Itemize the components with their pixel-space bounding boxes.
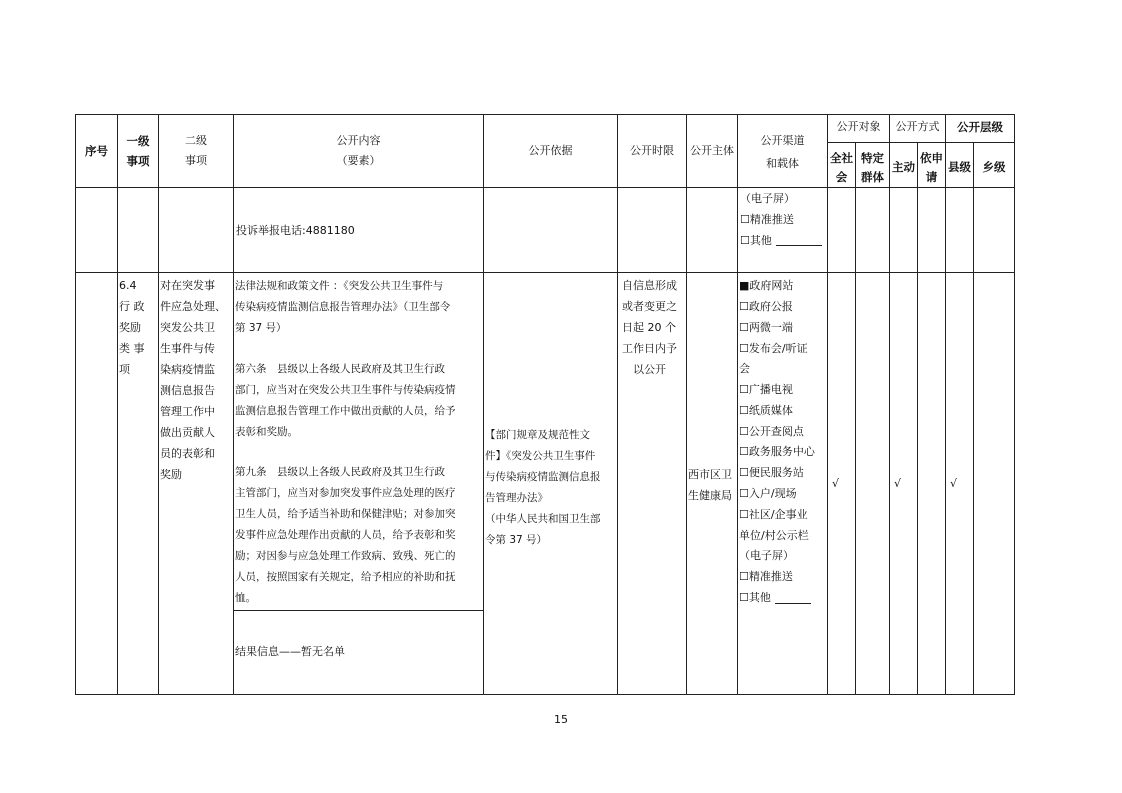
header-level: 公开层级 xyxy=(957,120,1003,134)
header-level2-line1: 二级 xyxy=(185,134,207,147)
header-level-county: 县级 xyxy=(948,160,971,174)
header-subject: 公开主体 xyxy=(690,144,734,157)
header-audience: 公开对象 xyxy=(836,120,881,133)
header-level2-line2: 事项 xyxy=(185,154,207,167)
row2-content-line: 监测信息报告管理工作中做出贡献的人员，给予 xyxy=(235,405,456,417)
row2-channel-item: ☐其他 xyxy=(739,591,771,604)
col-border xyxy=(1014,114,1015,695)
row2-level2-line: 突发公共卫 xyxy=(160,321,215,334)
row2-time-limit-line: 日起 20 个 xyxy=(622,321,676,334)
header-method: 公开方式 xyxy=(895,120,940,133)
table-bottom-border xyxy=(75,694,1014,695)
row2-channel-item: ☐入户/现场 xyxy=(739,487,797,500)
check-mark-active: √ xyxy=(894,477,902,490)
row2-channel-item: ☐公开查阅点 xyxy=(739,425,804,438)
header-level1-line1: 一级 xyxy=(126,134,150,148)
header-time-limit: 公开时限 xyxy=(630,144,674,157)
row2-basis-line: （中华人民共和国卫生部 xyxy=(485,513,601,525)
header-bottom-border xyxy=(75,187,1014,188)
header-audience-specific-line1: 特定 xyxy=(861,151,884,165)
row2-channel-item: ☐发布会/听证 xyxy=(739,342,808,355)
row2-level1-line: 奖励 xyxy=(119,321,141,334)
row2-level2-line: 件应急处理、 xyxy=(160,300,226,313)
header-method-request-line1: 依申 xyxy=(920,151,943,165)
col-border xyxy=(117,114,118,695)
row2-basis-line: 件】《突发公共卫生事件 xyxy=(485,450,596,462)
row2-level2-line: 奖励 xyxy=(160,468,182,481)
header-basis: 公开依据 xyxy=(528,144,573,157)
col-border xyxy=(855,142,856,695)
col-border xyxy=(158,114,159,695)
row2-subject-line: 生健康局 xyxy=(688,489,732,502)
row2-basis-line: 告管理办法》 xyxy=(485,492,548,504)
row2-content-line: 传染病疫情监测信息报告管理办法》（卫生部令 xyxy=(235,301,451,313)
row2-channel-item: ☐便民服务站 xyxy=(739,466,804,479)
page-number: 15 xyxy=(554,713,568,726)
header-method-request-line2: 请 xyxy=(925,170,938,184)
row2-basis-line: 【部门规章及规范性文 xyxy=(485,429,590,441)
col-border xyxy=(945,114,946,695)
row2-level2-line: 测信息报告 xyxy=(160,384,215,397)
header-audience-all-line1: 全社 xyxy=(830,151,853,165)
row2-channel-item: ☐政府公报 xyxy=(739,300,793,313)
header-audience-specific-line2: 群体 xyxy=(861,170,884,184)
col-border xyxy=(75,114,76,695)
row2-channel-item: ☐精准推送 xyxy=(739,570,793,583)
col-border xyxy=(686,114,687,695)
header-audience-all-line2: 会 xyxy=(835,170,848,184)
row2-content-line: 人员，按照国家有关规定，给予相应的补助和抚 xyxy=(235,571,456,583)
row2-content-line: 第六条 县级以上各级人民政府及其卫生行政 xyxy=(235,363,445,375)
row2-channel-item: ■政府网站 xyxy=(739,279,794,292)
row2-channel-item: （电子屏） xyxy=(739,549,794,562)
row2-level2-line: 染病疫情监 xyxy=(160,363,215,376)
col-border xyxy=(917,142,918,695)
row2-level1-line: 类 事 xyxy=(119,342,145,355)
row1-content: 投诉举报电话:4881180 xyxy=(236,224,355,237)
check-mark-county: √ xyxy=(950,477,958,490)
row2-channel-item: ☐两微一端 xyxy=(739,321,793,334)
row2-level2-line: 对在突发事 xyxy=(160,279,215,292)
row2-content-line: 法律法规和政策文件 ：《突发公共卫生事件与 xyxy=(235,280,444,292)
col-border xyxy=(973,142,974,695)
row2-content-line: 励；对因参与应急处理工作致病、致残、死亡的 xyxy=(235,550,456,562)
header-method-active: 主动 xyxy=(892,160,915,174)
row2-subject-line: 西市区卫 xyxy=(688,468,732,481)
fill-in-underline xyxy=(775,603,811,604)
row2-level2-line: 管理工作中 xyxy=(160,405,215,418)
fill-in-underline xyxy=(776,245,822,246)
row2-content-line: 第九条 县级以上各级人民政府及其卫生行政 xyxy=(235,466,445,478)
header-channel-line2: 和载体 xyxy=(766,157,799,170)
row2-channel-item: ☐政务服务中心 xyxy=(739,445,815,458)
col-border xyxy=(827,114,828,695)
row2-time-limit-line: 或者变更之 xyxy=(622,300,677,313)
col-border xyxy=(737,114,738,695)
row2-basis-line: 令第 37 号） xyxy=(485,534,548,546)
row2-content-line: 主管部门，应当对参加突发事件应急处理的医疗 xyxy=(235,487,456,499)
row2-level1-line: 行 政 xyxy=(119,300,145,313)
row2-channel-item: 会 xyxy=(739,362,750,375)
row2-channel-item: ☐广播电视 xyxy=(739,383,793,396)
row2-basis-line: 与传染病疫情监测信息报 xyxy=(485,471,601,483)
header-seq: 序号 xyxy=(85,144,108,158)
row2-content-line: 恤。 xyxy=(235,592,256,604)
row2-level1-line: 项 xyxy=(119,363,130,376)
row2-content-line: 发事件应急处理作出贡献的人员，给予表彰和奖 xyxy=(235,529,456,541)
row2-content-line: 表彰和奖励。 xyxy=(235,426,298,438)
col-border xyxy=(889,114,890,695)
header-content-line2: （要素） xyxy=(336,154,381,167)
col-border xyxy=(617,114,618,695)
header-level-township: 乡级 xyxy=(982,160,1006,174)
row2-content-line: 第 37 号） xyxy=(235,322,287,334)
col-border xyxy=(483,114,484,695)
content-cell-divider xyxy=(233,610,483,611)
row2-channel-item: 单位/村公示栏 xyxy=(739,529,809,542)
row2-time-limit-line: 自信息形成 xyxy=(622,279,677,292)
header-level1-line2: 事项 xyxy=(126,154,150,168)
row2-level2-line: 员的表彰和 xyxy=(160,447,215,460)
row1-channel-item: ☐精准推送 xyxy=(740,213,794,226)
row2-level2-line: 做出贡献人 xyxy=(160,426,215,439)
row2-time-limit-line: 工作日内予 xyxy=(622,342,677,355)
row2-result-info: 结果信息——暂无名单 xyxy=(235,645,345,658)
header-content-line1: 公开内容 xyxy=(336,134,381,147)
table-top-border xyxy=(75,114,1014,115)
row-divider xyxy=(75,272,1014,273)
row2-level1-line: 6.4 xyxy=(119,279,137,292)
row2-time-limit-line: 以公开 xyxy=(633,363,666,376)
check-mark-all-public: √ xyxy=(832,477,840,490)
row1-channel-item: ☐其他 xyxy=(740,234,772,247)
row2-channel-item: ☐纸质媒体 xyxy=(739,404,793,417)
row2-content-line: 卫生人员，给予适当补助和保健津贴；对参加突 xyxy=(235,508,456,520)
row1-channel-item: （电子屏） xyxy=(740,192,795,205)
row2-level2-line: 生事件与传 xyxy=(160,342,215,355)
row2-content-line: 部门，应当对在突发公共卫生事件与传染病疫情 xyxy=(235,384,456,396)
header-channel-line1: 公开渠道 xyxy=(760,134,805,147)
col-border xyxy=(233,114,234,695)
row2-channel-item: ☐社区/企事业 xyxy=(739,508,808,521)
